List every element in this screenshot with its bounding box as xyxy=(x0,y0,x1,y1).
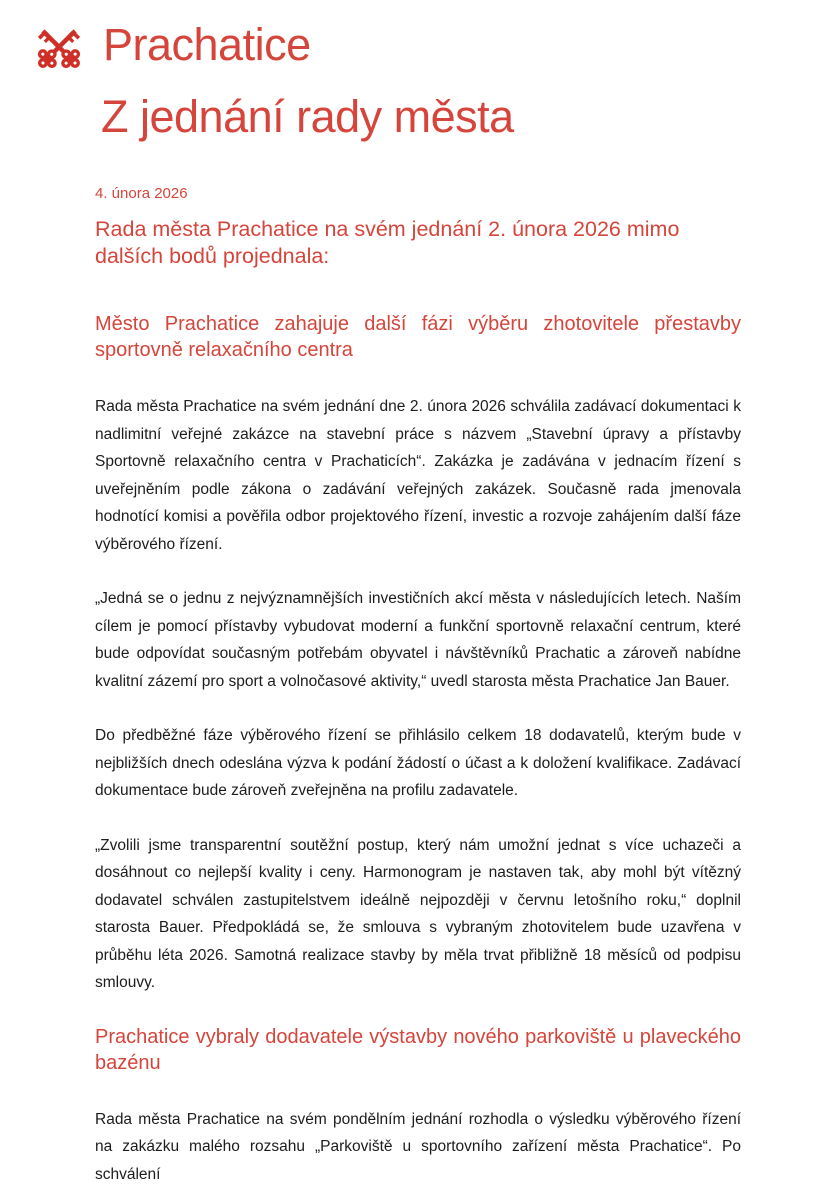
brand-title: Prachatice xyxy=(103,22,311,73)
document-title: Z jednání rady města xyxy=(101,94,828,139)
crossed-keys-icon xyxy=(28,16,90,78)
paragraph: „Zvolili jsme transparentní soutěžní postup, který nám umožní jednat s více uchazeči a dosáhnout co nejlepší kvality i ceny. Harmonogram je nastaven tak, aby mohl být vítězný dodavatel schválen zastupitelstvem ideálně nejpozději v červnu letošního roku,“ doplnil starosta Bauer. Předpokládá se, že smlouva s vybraným zhotovitelem bude uzavřena v průběhu léta 2026. Samotná realizace stavby by měla trvat přibližně 18 měsíců od podpisu smlouvy. xyxy=(95,832,741,997)
document-page xyxy=(0,16,828,1010)
brand-header xyxy=(28,16,828,78)
section-heading: Prachatice vybraly dodavatele výstavby nového parkoviště u plaveckého bazénu xyxy=(95,1024,741,1076)
document-body xyxy=(95,185,741,1188)
intro-text: Rada města Prachatice na svém jednání 2. února 2026 mimo dalších bodů projednala: xyxy=(95,216,741,270)
paragraph: Rada města Prachatice na svém jednání dne 2. února 2026 schválila zadávací dokumentaci k nadlimitní veřejné zakázce na stavební práce s názvem „Stavební úpravy a přístavby Sportovně relaxačního centra v Prachaticích“. Zakázka je zadávána v jednacím řízení s uveřejněním podle zákona o zadávání veřejných zakázek. Současně rada jmenovala hodnotící komisi a pověřila odbor projektového řízení, investic a rozvoje zahájením další fáze výběrového řízení. xyxy=(95,393,741,558)
document-date: 4. února 2026 xyxy=(95,185,741,203)
paragraph: Rada města Prachatice na svém pondělním jednání rozhodla o výsledku výběrového řízení na zakázku malého rozsahu „Parkoviště u sportovního zařízení města Prachatice“. Po schválení xyxy=(95,1106,741,1188)
section-heading: Město Prachatice zahajuje další fázi výběru zhotovitele přestavby sportovně relaxačního centra xyxy=(95,311,741,363)
paragraph: Do předběžné fáze výběrového řízení se přihlásilo celkem 18 dodavatelů, kterým bude v nejbližších dnech odeslána výzva k podání žádostí o účast a k doložení kvalifikace. Zadávací dokumentace bude zároveň zveřejněna na profilu zadavatele. xyxy=(95,722,741,805)
section-parking-lot xyxy=(95,1024,741,1188)
section-sports-centre xyxy=(95,311,741,997)
paragraph: „Jedná se o jednu z nejvýznamnějších investičních akcí města v následujících letech. Naším cílem je pomocí přístavby vybudovat moderní a funkční sportovně relaxační centrum, které bude odpovídat současným potřebám obyvatel i návštěvníků Prachatic a zároveň nabídne kvalitní zázemí pro sport a volnočasové aktivity,“ uvedl starosta města Prachatice Jan Bauer. xyxy=(95,585,741,695)
